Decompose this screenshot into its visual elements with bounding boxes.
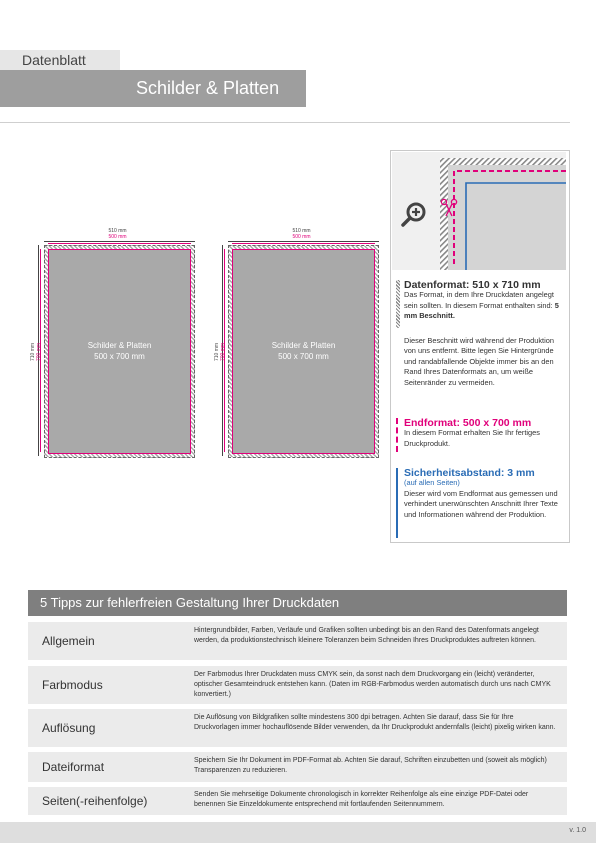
sign-final-area	[232, 249, 375, 454]
dim-height-label-outer: 710 mm	[214, 342, 220, 361]
tip-row-seiten: Seiten(-reihenfolge) Senden Sie mehrseitige Dokumente chronologisch in korrekter Reihenfolge als eine einzige PDF-Datei oder benennen Sie Einzeldokumente entsprechend mit fortlaufenden Seitennummern.	[28, 787, 567, 815]
datenformat-marker	[396, 280, 400, 328]
sign-bleed-area	[228, 245, 379, 458]
corner-zoom-illustration	[392, 152, 566, 270]
sign-final-area	[48, 249, 191, 454]
dim-width-line-inner	[48, 243, 191, 244]
tip-row-farbmodus: Farbmodus Der Farbmodus Ihrer Druckdaten muss CMYK sein, da sonst nach dem Druckvorgang ein (leicht) veränderter, optischer Gesamteindruck entstehen kann. (Daten im RGB-Farbmodus werden automatisch durch uns nach CMYK konvertiert.)	[28, 666, 567, 704]
sicherheit-block: Sicherheitsabstand: 3 mm (auf allen Seiten) Dieser wird vom Endformat aus gemessen und verhindert unerwünschten Anschnitt Ihrer Texte und Informationen während der Produktion.	[404, 468, 564, 520]
datenformat-title: Datenformat: 510 x 710 mm	[404, 279, 541, 291]
zoom-icon	[403, 204, 424, 225]
header-divider	[0, 122, 570, 123]
tip-row-allgemein: Allgemein Hintergrundbilder, Farben, Verläufe und Grafiken sollten unbedingt bis an den Rand des Datenformats angelegt werden, da produktionstechnisch kleinere Toleranzen beim Schneiden Ihres Druckproduktes auftreten können.	[28, 622, 567, 660]
header-label: Datenblatt	[22, 52, 86, 68]
sicherheit-marker	[396, 468, 398, 538]
dim-width-line-inner	[232, 243, 375, 244]
beschnitt-text: Dieser Beschnitt wird während der Produktion von uns entfernt. Bitte legen Sie Hintergründe und randabfallende Objekte immer bis an den Rand Ihres Datenformats an, um weiße Seitenränder zu vermeiden.	[404, 336, 554, 387]
dim-width-line-outer	[228, 241, 379, 242]
version-label: v. 1.0	[569, 827, 586, 834]
sign-bleed-area	[44, 245, 195, 458]
endformat-marker	[396, 418, 398, 452]
sign-mockup-left	[30, 228, 195, 458]
tip-row-dateiformat: Dateiformat Speichern Sie Ihr Dokument im PDF-Format ab. Achten Sie darauf, Schriften einzubetten und (soweit als möglich) Transparenzen zu reduzieren.	[28, 752, 567, 782]
footer	[0, 822, 596, 843]
sicherheit-title: Sicherheitsabstand: 3 mm	[404, 467, 535, 479]
datenformat-block: Datenformat: 510 x 710 mm Das Format, in dem Ihre Druckdaten angelegt sein sollten. In diesem Format enthalten sind: 5 mm Beschnitt.	[404, 280, 564, 322]
sign-caption: Schilder & Platten 500 x 700 mm	[87, 341, 152, 361]
tip-row-aufloesung: Auflösung Die Auflösung von Bildgrafiken sollte mindestens 300 dpi betragen. Achten Sie darauf, dass Sie für Ihre Druckvorlagen immer hochauflösende Bilder verwenden, da Ihr Druckprodukt andernfalls (leicht) pixelig wirken kann.	[28, 709, 567, 747]
page-title: Schilder & Platten	[136, 78, 280, 98]
tips-title: 5 Tipps zur fehlerfreien Gestaltung Ihrer Druckdaten	[40, 595, 340, 610]
dim-width-line-outer	[44, 241, 195, 242]
header-title-bar	[0, 70, 306, 107]
sign-caption: Schilder & Platten 500 x 700 mm	[271, 341, 336, 361]
tips-header	[28, 590, 567, 616]
sign-mockup-right	[214, 228, 379, 458]
header-label-tab	[0, 50, 120, 70]
endformat-block: Endformat: 500 x 700 mm In diesem Format erhalten Sie Ihr fertiges Druckprodukt.	[404, 418, 562, 449]
dim-width-label: 510 mm 500 mm	[108, 228, 127, 240]
endformat-title: Endformat: 500 x 700 mm	[404, 417, 532, 429]
dim-width-label: 510 mm 500 mm	[292, 228, 311, 240]
dim-height-label-inner: 700 mm	[220, 342, 226, 361]
dim-height-label-outer: 710 mm	[30, 342, 36, 361]
dim-height-label-inner: 700 mm	[36, 342, 42, 361]
